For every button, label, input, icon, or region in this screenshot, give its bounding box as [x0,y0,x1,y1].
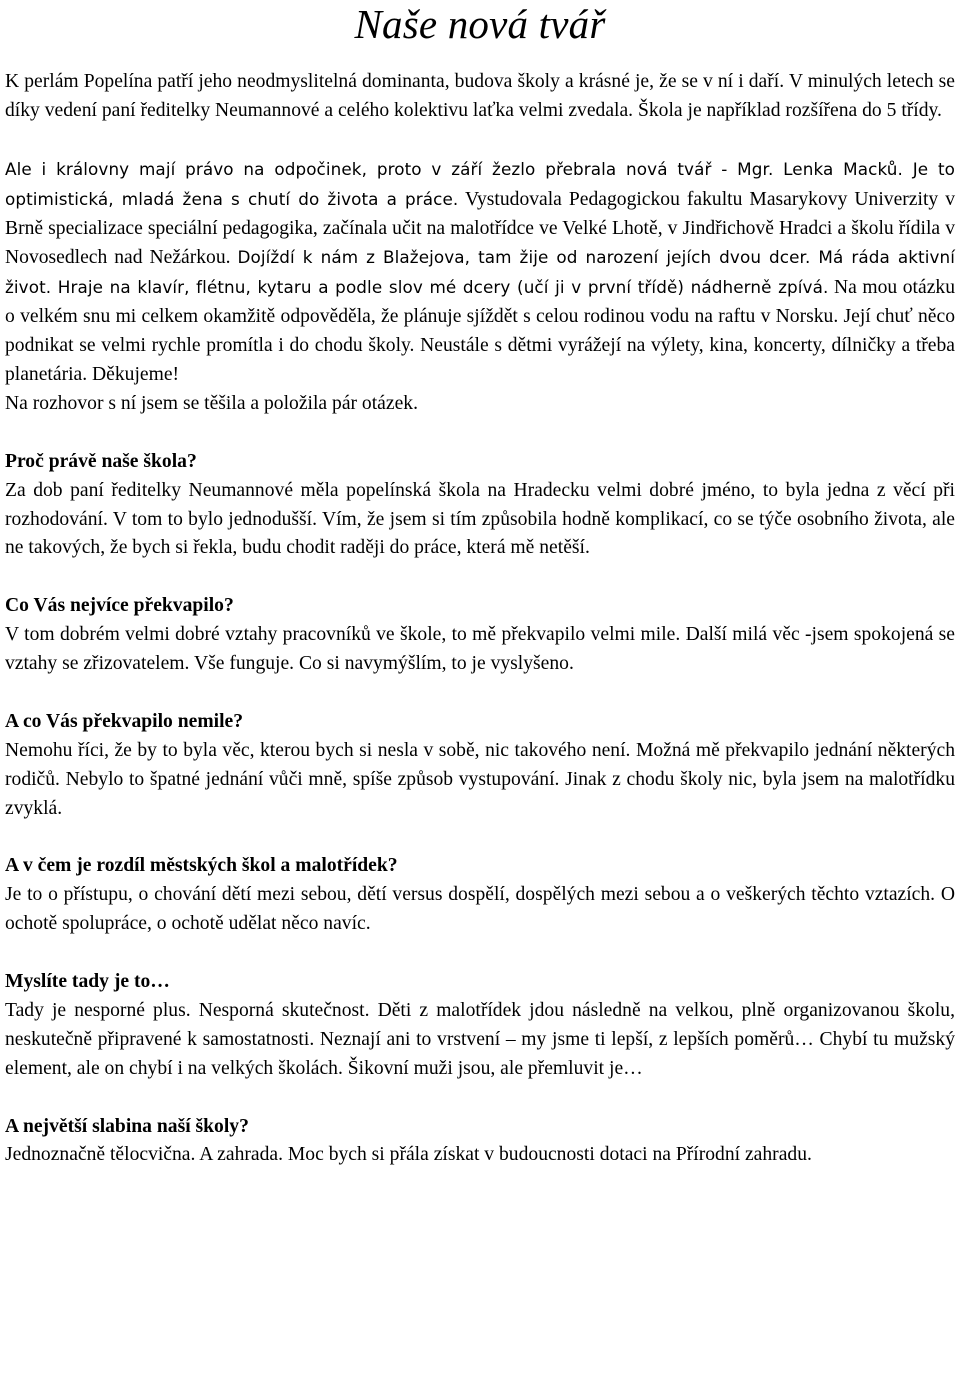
spacer [5,419,955,448]
about-family-sans: Dojíždí k nám z Blažejova, tam žije od narození jejích dvou dcer. Má ráda aktivní život. Hraje na klavír, flétnu, kytaru a podle slov mé dcery (učí ji v první třídě) nádherně zpívá. [5,247,956,298]
document-page [5,0,955,1170]
about-intro-sans: Ale i královny mají právo na odpočinek, proto v září žezlo přebrala nová tvář - Mgr. Lenka Macků. Je to optimistická, mladá žena s chutí do života a práce. [5,158,955,209]
interview-answer: Tady je nesporné plus. Nesporná skutečnost. Děti z malotřídek jdou následně na velkou, plně organizovanou školu, neskutečně připravené k samostatnosti. Neznají ani to vrstvení – my jsme ti lepší, z lepších poměrů… Chybí tu mužský element, ale on chybí i na velkých školách. Šikovní muži jsou, ale přemluvit je… [5,999,955,1079]
interview-question: A v čem je rozdíl městských škol a malotřídek? [5,855,398,877]
about-education: Vystudovala Pedagogickou fakultu Masarykovy Univerzity v Brně specializace speciální pedagogika, začínala učit na malotřídce ve Velké Lhotě, v Jindřichově Hradci a školu řídila v Novosedlech nad Nežárkou. [5,188,955,269]
interview-answer: V tom dobrém velmi dobré vztahy pracovníků ve škole, to mě překvapilo velmi mile. Další milá věc -jsem spokojená se vztahy se zřizovatelem. Vše funguje. Co si navymýšlím, to je vyslyšeno. [5,624,955,675]
interview-question: A největší slabina naší školy? [5,1115,249,1137]
interview-item [5,708,955,824]
about-dream: Na mou otázku o velkém snu mi celkem okamžitě odpověděla, že plánuje sjíždět s celou rodinou vodu na raftu v Norsku. Její chuť něco podnikat se velmi rychle promítla i do chodu školy. Neustále s dětmi vyrážejí na výlety, kina, koncerty, dílničky a třeba planetária. Děkujeme! [5,277,955,386]
spacer [5,563,955,592]
interview-answer: Jednoznačně tělocvična. A zahrada. Moc bych si přála získat v budoucnosti dotaci na Přírodní zahradu. [5,1144,812,1166]
interview-item [5,968,955,1084]
about-paragraph [5,155,955,419]
interview-answer: Je to o přístupu, o chování dětí mezi sebou, dětí versus dospělí, dospělých mezi sebou a o veškerých těchto vztazích. O ochotě spolupráce, o ochotě udělat něco navíc. [5,884,955,935]
spacer [5,679,955,708]
interview-question: A co Vás překvapilo nemile? [5,710,244,732]
interview-item [5,852,955,939]
spacer [5,1084,955,1113]
interview-answer: Za dob paní ředitelky Neumannové měla popelínská škola na Hradecku velmi dobré jméno, to byla jedna z věcí při rozhodování. V tom to bylo jednodušší. Vím, že jsem si tím způsobila hodně komplikací, co se týče osobního života, ale ne takových, že bych si řekla, budu chodit raději do práce, která mě netěší. [5,479,955,559]
interview-question: Proč právě naše škola? [5,450,197,472]
interview-item [5,592,955,679]
intro-paragraph [5,68,955,126]
interview-answer: Nemohu říci, že by to byla věc, kterou bych si nesla v sobě, nic takového není. Možná mě překvapilo jednání některých rodičů. Nebylo to špatné jednání vůči mně, spíše způsob vystupování. Jinak z chodu školy nic, byla jsem na malotřídku zvyklá. [5,739,955,819]
interview-item [5,448,955,564]
intro-text: K perlám Popelína patří jeho neodmyslitelná dominanta, budova školy a krásné je, že se v ní i daří. V minulých letech se díky vedení paní ředitelky Neumannové a celého kolektivu laťka velmi zvedala. Škola je například rozšířena do 5 třídy. [5,71,955,121]
about-closing: Na rozhovor s ní jsem se těšila a položila pár otázek. [5,392,418,414]
spacer [5,824,955,853]
interview-question: Myslíte tady je to… [5,971,170,992]
about-text [5,155,955,390]
spacer [5,48,955,68]
interview-item [5,1113,955,1171]
article-title: Naše nová tvář [354,1,606,47]
spacer [5,126,955,155]
interview-question: Co Vás nejvíce překvapilo? [5,595,234,617]
spacer [5,939,955,968]
